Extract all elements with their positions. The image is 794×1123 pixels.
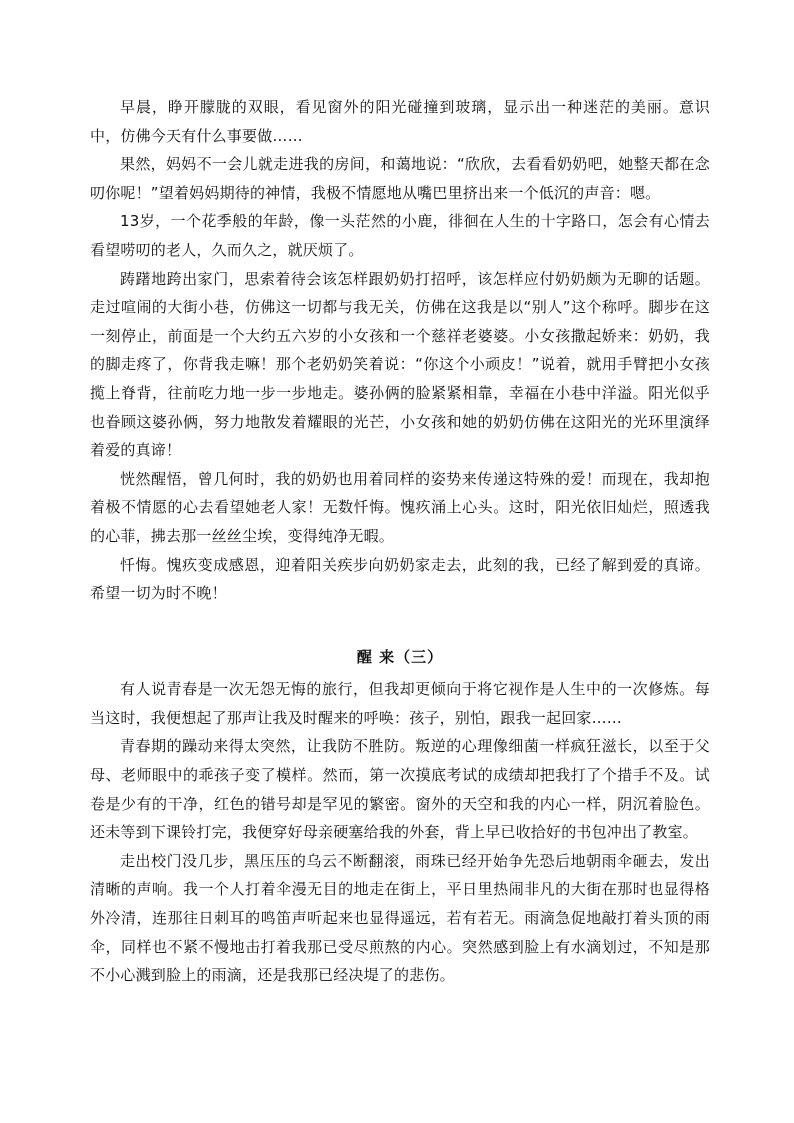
paragraph: 踌躇地跨出家门，思索着待会该怎样跟奶奶打招呼，该怎样应付奶奶颇为无聊的话题。走过喧闹的大街小巷，仿佛这一切都与我无关，仿佛在这我是以“别人”这个称呼。脚步在这一刻停止，前面是一个大约五六岁的小女孩和一个慈祥老婆婆。小女孩撒起娇来：奶奶，我的脚走疼了，你背我走嘛！那个老奶奶笑着说：“你这个小顽皮！”说着，就用手臂把小女孩揽上脊背，往前吃力地一步一步地走。婆孙俩的脸紧紧相靠，幸福在小巷中洋溢。阳光似乎也眷顾这婆孙俩，努力地散发着耀眼的光芒，小女孩和她的奶奶仿佛在这阳光的光环里演绎着爱的真谛！: [90, 269, 710, 460]
essay-section-2: [90, 675, 710, 990]
section-title: 醒 来（三）: [356, 647, 444, 666]
paragraph: 早晨，睁开朦胧的双眼，看见窗外的阳光碰撞到玻璃，显示出一种迷茫的美丽。意识中，仿佛今天有什么事要做……: [90, 98, 710, 145]
paragraph: 青春期的躁动来得太突然，让我防不胜防。叛逆的心理像细菌一样疯狂滋长，以至于父母、老师眼中的乖孩子变了模样。然而，第一次摸底考试的成绩却把我打了个措手不及。试卷是少有的干净，红色的错号却是罕见的繁密。窗外的天空和我的内心一样，阴沉着脸色。还未等到下课铃打完，我便穿好母亲硬塞给我的外套，背上早已收拾好的书包冲出了教室。: [90, 737, 710, 842]
paragraph: 果然，妈妈不一会儿就走进我的房间，和蔼地说：“欣欣，去看看奶奶吧，她整天都在念叨你呢！”望着妈妈期待的神情，我极不情愿地从嘴巴里挤出来一个低沉的声音：嗯。: [90, 155, 710, 202]
document-body: [90, 93, 710, 990]
paragraph: 有人说青春是一次无怨无悔的旅行，但我却更倾向于将它视作是人生中的一次修炼。每当这时，我便想起了那声让我及时醒来的呼唤：孩子，别怕，跟我一起回家……: [90, 680, 710, 727]
paragraph: 忏悔。愧疚变成感恩，迎着阳关疾步向奶奶家走去，此刻的我，已经了解到爱的真谛。希望一切为时不晚！: [90, 555, 710, 603]
paragraph: 恍然醒悟，曾几何时，我的奶奶也用着同样的姿势来传递这特殊的爱！而现在，我却抱着极不情愿的心去看望她老人家！无数忏悔。愧疚涌上心头。这时，阳光依旧灿烂，照透我的心菲，拂去那一丝丝尘埃，变得纯净无暇。: [90, 469, 710, 545]
paragraph: 13岁，一个花季般的年龄，像一头茫然的小鹿，徘徊在人生的十字路口，怎会有心情去看望唠叨的老人，久而久之，就厌烦了。: [90, 212, 710, 259]
essay-section-1: [90, 93, 710, 608]
paragraph: 走出校门没几步，黑压压的乌云不断翻滚，雨珠已经开始争先恐后地朝雨伞砸去，发出清晰的声响。我一个人打着伞漫无目的地走在街上，平日里热闹非凡的大街在那时也显得格外冷清，连那往日刺耳的鸣笛声听起来也显得遥远，若有若无。雨滴急促地敲打着头顶的雨伞，同样也不紧不慢地击打着我那已受尽煎熬的内心。突然感到脸上有水滴划过，不知是那不小心溅到脸上的雨滴，还是我那已经决堤了的悲伤。: [90, 851, 710, 985]
